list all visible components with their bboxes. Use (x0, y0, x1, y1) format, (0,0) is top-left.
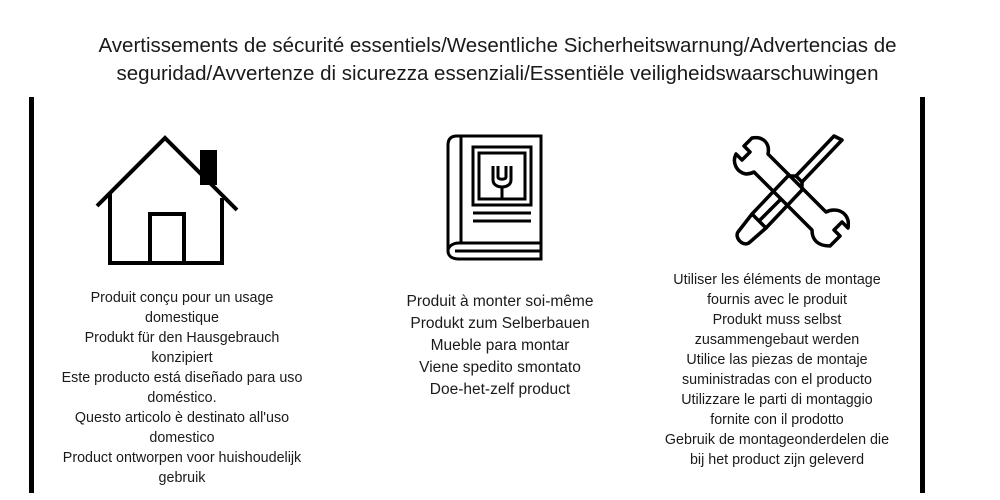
self-assembly-line: Doe-het-zelf product (429, 381, 571, 398)
assembly-parts-line: Utiliser les éléments de montage (673, 272, 881, 288)
title-line-1: Avertissements de sécurité essentiels/Wesentliche Sicherheitswarnung/Advertencias de (98, 34, 897, 57)
home-use-line: Produit conçu pour un usage (90, 290, 274, 306)
home-use-line: domestique (145, 310, 219, 326)
assembly-parts-line: suministradas con el producto (682, 372, 872, 388)
self-assembly-text (350, 291, 650, 401)
page-title (20, 32, 975, 88)
home-use-line: Questo articolo è destinato all'uso (74, 410, 290, 426)
house-icon (92, 132, 242, 268)
assembly-parts-line: fournis avec le produit (707, 292, 847, 308)
tools-icon (730, 132, 850, 252)
home-use-line: doméstico. (147, 390, 217, 406)
home-use-line: Este producto está diseñado para uso (61, 370, 303, 386)
assembly-parts-text (627, 270, 927, 470)
home-use-line: domestico (149, 430, 215, 446)
home-use-text (32, 288, 332, 488)
self-assembly-line: Mueble para montar (430, 337, 570, 354)
home-use-line: Produkt für den Hausgebrauch (84, 330, 280, 346)
assembly-parts-line: bij het product zijn geleverd (689, 452, 865, 468)
home-use-line: konzipiert (151, 350, 213, 366)
self-assembly-line: Produit à monter soi-même (406, 293, 594, 310)
assembly-parts-line: zusammengebaut werden (694, 332, 860, 348)
assembly-parts-line: Produkt muss selbst (712, 312, 842, 328)
manual-book-icon (443, 133, 547, 263)
assembly-parts-line: Utilice las piezas de montaje (686, 352, 868, 368)
self-assembly-line: Produkt zum Selberbauen (410, 315, 590, 332)
self-assembly-line: Viene spedito smontato (419, 359, 581, 376)
assembly-parts-line: fornite con il prodotto (710, 412, 844, 428)
home-use-line: gebruik (158, 470, 206, 486)
home-use-line: Product ontworpen voor huishoudelijk (62, 450, 302, 466)
title-line-2: seguridad/Avvertenze di sicurezza essenziali/Essentiële veiligheidswaarschuwingen (116, 62, 879, 85)
assembly-parts-line: Utilizzare le parti di montaggio (681, 392, 873, 408)
assembly-parts-line: Gebruik de montageonderdelen die (664, 432, 890, 448)
